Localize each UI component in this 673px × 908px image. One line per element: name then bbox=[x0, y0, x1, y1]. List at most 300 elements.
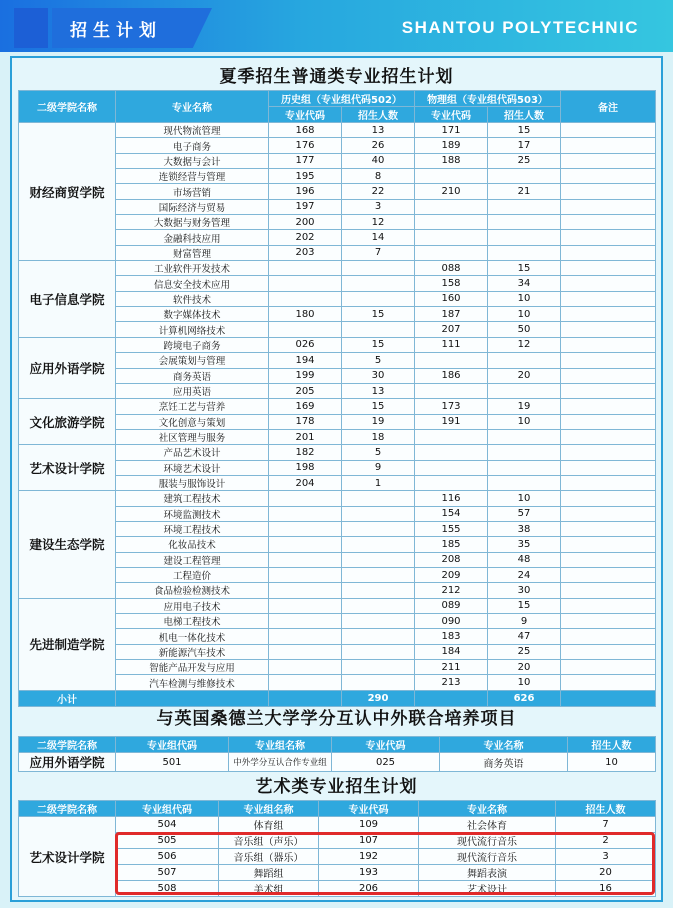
history-count: 9 bbox=[342, 460, 415, 475]
remark-cell bbox=[561, 552, 656, 567]
history-count bbox=[342, 261, 415, 276]
header-college: 二级学院名称 bbox=[19, 91, 116, 123]
major-name: 环境艺术设计 bbox=[116, 460, 269, 475]
major-name: 现代流行音乐 bbox=[419, 849, 556, 865]
header-physics-code: 专业代码 bbox=[415, 107, 488, 123]
remark-cell bbox=[561, 660, 656, 675]
header-physics-group: 物理组（专业组代码503） bbox=[415, 91, 561, 107]
physics-code bbox=[415, 383, 488, 398]
major-name: 电子商务 bbox=[116, 138, 269, 153]
physics-code: 116 bbox=[415, 491, 488, 506]
physics-code bbox=[415, 429, 488, 444]
remark-cell bbox=[561, 230, 656, 245]
history-count: 26 bbox=[342, 138, 415, 153]
physics-count: 24 bbox=[488, 567, 561, 582]
history-count bbox=[342, 567, 415, 582]
physics-code: 189 bbox=[415, 138, 488, 153]
table-row bbox=[19, 399, 656, 414]
physics-code: 213 bbox=[415, 675, 488, 690]
group-code: 508 bbox=[116, 881, 219, 897]
enroll-count: 2 bbox=[556, 833, 656, 849]
highlight-box bbox=[115, 832, 655, 895]
college-name: 文化旅游学院 bbox=[19, 399, 116, 445]
major-name: 建筑工程技术 bbox=[116, 491, 269, 506]
history-count bbox=[342, 583, 415, 598]
history-count: 15 bbox=[342, 307, 415, 322]
joint-program-title: 与英国桑德兰大学学分互认中外联合培养项目 bbox=[156, 709, 517, 729]
history-code bbox=[269, 506, 342, 521]
major-code: 192 bbox=[319, 849, 419, 865]
enroll-count: 7 bbox=[556, 817, 656, 833]
remark-cell bbox=[561, 598, 656, 613]
remark-cell bbox=[561, 184, 656, 199]
physics-code: 191 bbox=[415, 414, 488, 429]
major-name: 市场营销 bbox=[116, 184, 269, 199]
college-name: 建设生态学院 bbox=[19, 491, 116, 598]
remark-cell bbox=[561, 199, 656, 214]
physics-count: 10 bbox=[488, 307, 561, 322]
major-code: 109 bbox=[319, 817, 419, 833]
group-code: 504 bbox=[116, 817, 219, 833]
history-count bbox=[342, 614, 415, 629]
physics-count: 20 bbox=[488, 660, 561, 675]
history-count bbox=[342, 506, 415, 521]
group-name: 体育组 bbox=[219, 817, 319, 833]
major-name: 应用电子技术 bbox=[116, 598, 269, 613]
major-name: 化妆品技术 bbox=[116, 537, 269, 552]
joint-header: 专业组代码 bbox=[116, 737, 229, 753]
physics-code: 187 bbox=[415, 307, 488, 322]
table-row bbox=[19, 598, 656, 613]
summer-plan-title: 夏季招生普通类专业招生计划 bbox=[219, 67, 454, 87]
remark-cell bbox=[561, 629, 656, 644]
history-code bbox=[269, 583, 342, 598]
art-plan-title: 艺术类专业招生计划 bbox=[255, 777, 418, 797]
history-code: 176 bbox=[269, 138, 342, 153]
major-name: 应用英语 bbox=[116, 383, 269, 398]
header-remark: 备注 bbox=[561, 91, 656, 123]
joint-program-table bbox=[18, 736, 656, 772]
major-name: 现代物流管理 bbox=[116, 123, 269, 138]
college-name: 财经商贸学院 bbox=[19, 123, 116, 261]
physics-code bbox=[415, 475, 488, 490]
physics-code: 212 bbox=[415, 583, 488, 598]
remark-cell bbox=[561, 567, 656, 582]
section-label: 招生计划 bbox=[70, 21, 162, 41]
history-code bbox=[269, 644, 342, 659]
history-code: 197 bbox=[269, 199, 342, 214]
group-name: 舞蹈组 bbox=[219, 865, 319, 881]
history-code: 202 bbox=[269, 230, 342, 245]
physics-count bbox=[488, 230, 561, 245]
art-header: 二级学院名称 bbox=[19, 801, 116, 817]
major-name: 智能产品开发与应用 bbox=[116, 660, 269, 675]
physics-count: 10 bbox=[488, 414, 561, 429]
major-name: 机电一体化技术 bbox=[116, 629, 269, 644]
history-code bbox=[269, 322, 342, 337]
major-name: 财富管理 bbox=[116, 245, 269, 260]
major-name: 金融科技应用 bbox=[116, 230, 269, 245]
physics-code: 207 bbox=[415, 322, 488, 337]
history-code bbox=[269, 491, 342, 506]
joint-cell: 中外学分互认合作专业组 bbox=[229, 753, 332, 772]
remark-cell bbox=[561, 583, 656, 598]
history-code bbox=[269, 629, 342, 644]
college-name: 应用外语学院 bbox=[19, 337, 116, 398]
physics-count: 48 bbox=[488, 552, 561, 567]
history-count bbox=[342, 675, 415, 690]
art-header: 专业组名称 bbox=[219, 801, 319, 817]
joint-cell: 应用外语学院 bbox=[19, 753, 116, 772]
physics-count: 20 bbox=[488, 368, 561, 383]
history-count: 14 bbox=[342, 230, 415, 245]
major-name: 文化创意与策划 bbox=[116, 414, 269, 429]
major-name: 计算机网络技术 bbox=[116, 322, 269, 337]
major-name: 食品检验检测技术 bbox=[116, 583, 269, 598]
joint-header: 招生人数 bbox=[568, 737, 656, 753]
college-name: 先进制造学院 bbox=[19, 598, 116, 690]
remark-cell bbox=[561, 169, 656, 184]
history-code: 196 bbox=[269, 184, 342, 199]
history-count: 7 bbox=[342, 245, 415, 260]
remark-cell bbox=[561, 353, 656, 368]
physics-code: 088 bbox=[415, 261, 488, 276]
group-code: 505 bbox=[116, 833, 219, 849]
major-name: 软件技术 bbox=[116, 291, 269, 306]
physics-count: 10 bbox=[488, 291, 561, 306]
remark-cell bbox=[561, 460, 656, 475]
physics-code bbox=[415, 215, 488, 230]
physics-count bbox=[488, 460, 561, 475]
table-row bbox=[19, 261, 656, 276]
remark-cell bbox=[561, 644, 656, 659]
history-count: 13 bbox=[342, 383, 415, 398]
enroll-count: 16 bbox=[556, 881, 656, 897]
joint-header: 专业组名称 bbox=[229, 737, 332, 753]
remark-cell bbox=[561, 153, 656, 168]
history-code bbox=[269, 261, 342, 276]
group-name: 音乐组（声乐） bbox=[219, 833, 319, 849]
history-count bbox=[342, 629, 415, 644]
table-row bbox=[19, 817, 656, 833]
physics-count bbox=[488, 383, 561, 398]
header-major: 专业名称 bbox=[116, 91, 269, 123]
physics-code bbox=[415, 460, 488, 475]
physics-code: 154 bbox=[415, 506, 488, 521]
remark-cell bbox=[561, 614, 656, 629]
remark-cell bbox=[561, 675, 656, 690]
history-count bbox=[342, 491, 415, 506]
physics-code: 173 bbox=[415, 399, 488, 414]
history-count bbox=[342, 552, 415, 567]
joint-header: 二级学院名称 bbox=[19, 737, 116, 753]
remark-cell bbox=[561, 291, 656, 306]
joint-cell: 商务英语 bbox=[440, 753, 568, 772]
header-physics-count: 招生人数 bbox=[488, 107, 561, 123]
history-count: 12 bbox=[342, 215, 415, 230]
physics-code: 184 bbox=[415, 644, 488, 659]
history-code bbox=[269, 567, 342, 582]
enroll-count: 20 bbox=[556, 865, 656, 881]
joint-cell: 501 bbox=[116, 753, 229, 772]
physics-code: 160 bbox=[415, 291, 488, 306]
physics-count: 12 bbox=[488, 337, 561, 352]
history-count bbox=[342, 291, 415, 306]
college-name: 艺术设计学院 bbox=[19, 817, 116, 897]
remark-cell bbox=[561, 307, 656, 322]
physics-code: 185 bbox=[415, 537, 488, 552]
joint-cell: 10 bbox=[568, 753, 656, 772]
header-history-group: 历史组（专业组代码502） bbox=[269, 91, 415, 107]
college-name: 电子信息学院 bbox=[19, 261, 116, 338]
physics-code: 111 bbox=[415, 337, 488, 352]
summer-plan-table bbox=[18, 90, 656, 707]
physics-code bbox=[415, 230, 488, 245]
remark-cell bbox=[561, 414, 656, 429]
physics-code: 155 bbox=[415, 521, 488, 536]
major-name: 汽车检测与维修技术 bbox=[116, 675, 269, 690]
remark-cell bbox=[561, 491, 656, 506]
history-count bbox=[342, 644, 415, 659]
group-code: 507 bbox=[116, 865, 219, 881]
major-name: 产品艺术设计 bbox=[116, 445, 269, 460]
remark-cell bbox=[561, 429, 656, 444]
physics-count bbox=[488, 475, 561, 490]
physics-code: 210 bbox=[415, 184, 488, 199]
history-code: 201 bbox=[269, 429, 342, 444]
history-count: 8 bbox=[342, 169, 415, 184]
table-row bbox=[19, 123, 656, 138]
major-name: 数字媒体技术 bbox=[116, 307, 269, 322]
remark-cell bbox=[561, 506, 656, 521]
major-code: 206 bbox=[319, 881, 419, 897]
major-name: 舞蹈表演 bbox=[419, 865, 556, 881]
physics-count: 10 bbox=[488, 675, 561, 690]
history-code: 200 bbox=[269, 215, 342, 230]
history-count: 40 bbox=[342, 153, 415, 168]
remark-cell bbox=[561, 445, 656, 460]
history-code bbox=[269, 598, 342, 613]
remark-cell bbox=[561, 215, 656, 230]
major-name: 社会体育 bbox=[419, 817, 556, 833]
art-header: 专业名称 bbox=[419, 801, 556, 817]
remark-cell bbox=[561, 475, 656, 490]
history-count: 5 bbox=[342, 353, 415, 368]
physics-count: 25 bbox=[488, 153, 561, 168]
major-name: 大数据与财务管理 bbox=[116, 215, 269, 230]
history-code bbox=[269, 537, 342, 552]
history-code bbox=[269, 276, 342, 291]
history-count: 5 bbox=[342, 445, 415, 460]
top-banner bbox=[0, 0, 673, 52]
remark-cell bbox=[561, 521, 656, 536]
physics-code: 171 bbox=[415, 123, 488, 138]
group-code: 506 bbox=[116, 849, 219, 865]
physics-total: 626 bbox=[488, 690, 561, 706]
physics-code: 090 bbox=[415, 614, 488, 629]
remark-cell bbox=[561, 261, 656, 276]
physics-code bbox=[415, 353, 488, 368]
physics-count: 21 bbox=[488, 184, 561, 199]
physics-code bbox=[415, 199, 488, 214]
major-name: 环境监测技术 bbox=[116, 506, 269, 521]
physics-count: 38 bbox=[488, 521, 561, 536]
major-code: 193 bbox=[319, 865, 419, 881]
physics-count bbox=[488, 353, 561, 368]
joint-program-row bbox=[19, 753, 656, 772]
history-count: 13 bbox=[342, 123, 415, 138]
physics-count bbox=[488, 429, 561, 444]
history-code: 199 bbox=[269, 368, 342, 383]
major-name: 建设工程管理 bbox=[116, 552, 269, 567]
major-name: 现代流行音乐 bbox=[419, 833, 556, 849]
physics-code: 188 bbox=[415, 153, 488, 168]
physics-count: 30 bbox=[488, 583, 561, 598]
history-code: 026 bbox=[269, 337, 342, 352]
history-count bbox=[342, 537, 415, 552]
physics-count bbox=[488, 445, 561, 460]
history-count: 19 bbox=[342, 414, 415, 429]
physics-count bbox=[488, 169, 561, 184]
remark-cell bbox=[561, 138, 656, 153]
history-count bbox=[342, 660, 415, 675]
history-code bbox=[269, 675, 342, 690]
physics-count: 50 bbox=[488, 322, 561, 337]
history-code bbox=[269, 660, 342, 675]
history-code bbox=[269, 521, 342, 536]
history-count: 15 bbox=[342, 337, 415, 352]
history-code: 205 bbox=[269, 383, 342, 398]
school-name: SHANTOU POLYTECHNIC bbox=[401, 18, 639, 37]
subtotal-label: 小计 bbox=[19, 690, 116, 706]
history-total: 290 bbox=[342, 690, 415, 706]
table-row bbox=[19, 337, 656, 352]
physics-code bbox=[415, 245, 488, 260]
major-name: 工业软件开发技术 bbox=[116, 261, 269, 276]
major-name: 国际经济与贸易 bbox=[116, 199, 269, 214]
header-history-code: 专业代码 bbox=[269, 107, 342, 123]
physics-count bbox=[488, 245, 561, 260]
physics-code: 158 bbox=[415, 276, 488, 291]
physics-count: 15 bbox=[488, 261, 561, 276]
history-code: 180 bbox=[269, 307, 342, 322]
history-count bbox=[342, 598, 415, 613]
history-code: 178 bbox=[269, 414, 342, 429]
history-count: 18 bbox=[342, 429, 415, 444]
physics-count: 34 bbox=[488, 276, 561, 291]
joint-header: 专业代码 bbox=[332, 737, 440, 753]
major-name: 烹饪工艺与营养 bbox=[116, 399, 269, 414]
history-code bbox=[269, 614, 342, 629]
major-name: 会展策划与管理 bbox=[116, 353, 269, 368]
history-count: 22 bbox=[342, 184, 415, 199]
history-count bbox=[342, 276, 415, 291]
major-name: 连锁经营与管理 bbox=[116, 169, 269, 184]
physics-count bbox=[488, 199, 561, 214]
banner-accent-block bbox=[14, 8, 48, 48]
history-count: 1 bbox=[342, 475, 415, 490]
physics-code bbox=[415, 169, 488, 184]
remark-cell bbox=[561, 337, 656, 352]
remark-cell bbox=[561, 399, 656, 414]
major-name: 商务英语 bbox=[116, 368, 269, 383]
history-count: 15 bbox=[342, 399, 415, 414]
history-code bbox=[269, 291, 342, 306]
physics-count: 57 bbox=[488, 506, 561, 521]
major-name: 工程造价 bbox=[116, 567, 269, 582]
major-name: 艺术设计 bbox=[419, 881, 556, 897]
physics-count bbox=[488, 215, 561, 230]
history-code: 203 bbox=[269, 245, 342, 260]
physics-code: 208 bbox=[415, 552, 488, 567]
history-code: 169 bbox=[269, 399, 342, 414]
physics-code: 089 bbox=[415, 598, 488, 613]
major-name: 大数据与会计 bbox=[116, 153, 269, 168]
history-code: 198 bbox=[269, 460, 342, 475]
history-code: 182 bbox=[269, 445, 342, 460]
history-count: 3 bbox=[342, 199, 415, 214]
physics-count: 10 bbox=[488, 491, 561, 506]
joint-cell: 025 bbox=[332, 753, 440, 772]
history-code: 194 bbox=[269, 353, 342, 368]
history-code: 195 bbox=[269, 169, 342, 184]
physics-code: 211 bbox=[415, 660, 488, 675]
group-name: 音乐组（器乐） bbox=[219, 849, 319, 865]
table-row bbox=[19, 491, 656, 506]
physics-count: 25 bbox=[488, 644, 561, 659]
physics-count: 47 bbox=[488, 629, 561, 644]
history-count bbox=[342, 322, 415, 337]
history-code: 168 bbox=[269, 123, 342, 138]
physics-code: 183 bbox=[415, 629, 488, 644]
header-history-count: 招生人数 bbox=[342, 107, 415, 123]
physics-count: 15 bbox=[488, 123, 561, 138]
history-count bbox=[342, 521, 415, 536]
remark-cell bbox=[561, 383, 656, 398]
physics-count: 15 bbox=[488, 598, 561, 613]
remark-cell bbox=[561, 322, 656, 337]
art-header: 专业代码 bbox=[319, 801, 419, 817]
history-count: 30 bbox=[342, 368, 415, 383]
remark-cell bbox=[561, 368, 656, 383]
physics-code bbox=[415, 445, 488, 460]
college-name: 艺术设计学院 bbox=[19, 445, 116, 491]
history-code bbox=[269, 552, 342, 567]
physics-count: 35 bbox=[488, 537, 561, 552]
major-name: 环境工程技术 bbox=[116, 521, 269, 536]
enroll-count: 3 bbox=[556, 849, 656, 865]
major-name: 新能源汽车技术 bbox=[116, 644, 269, 659]
table-row bbox=[19, 445, 656, 460]
remark-cell bbox=[561, 123, 656, 138]
remark-cell bbox=[561, 276, 656, 291]
joint-header: 专业名称 bbox=[440, 737, 568, 753]
physics-count: 19 bbox=[488, 399, 561, 414]
history-code: 177 bbox=[269, 153, 342, 168]
major-code: 107 bbox=[319, 833, 419, 849]
major-name: 电梯工程技术 bbox=[116, 614, 269, 629]
physics-code: 209 bbox=[415, 567, 488, 582]
physics-count: 17 bbox=[488, 138, 561, 153]
history-code: 204 bbox=[269, 475, 342, 490]
art-header: 专业组代码 bbox=[116, 801, 219, 817]
major-name: 跨境电子商务 bbox=[116, 337, 269, 352]
art-header: 招生人数 bbox=[556, 801, 656, 817]
major-name: 服装与服饰设计 bbox=[116, 475, 269, 490]
major-name: 信息安全技术应用 bbox=[116, 276, 269, 291]
remark-cell bbox=[561, 537, 656, 552]
physics-count: 9 bbox=[488, 614, 561, 629]
